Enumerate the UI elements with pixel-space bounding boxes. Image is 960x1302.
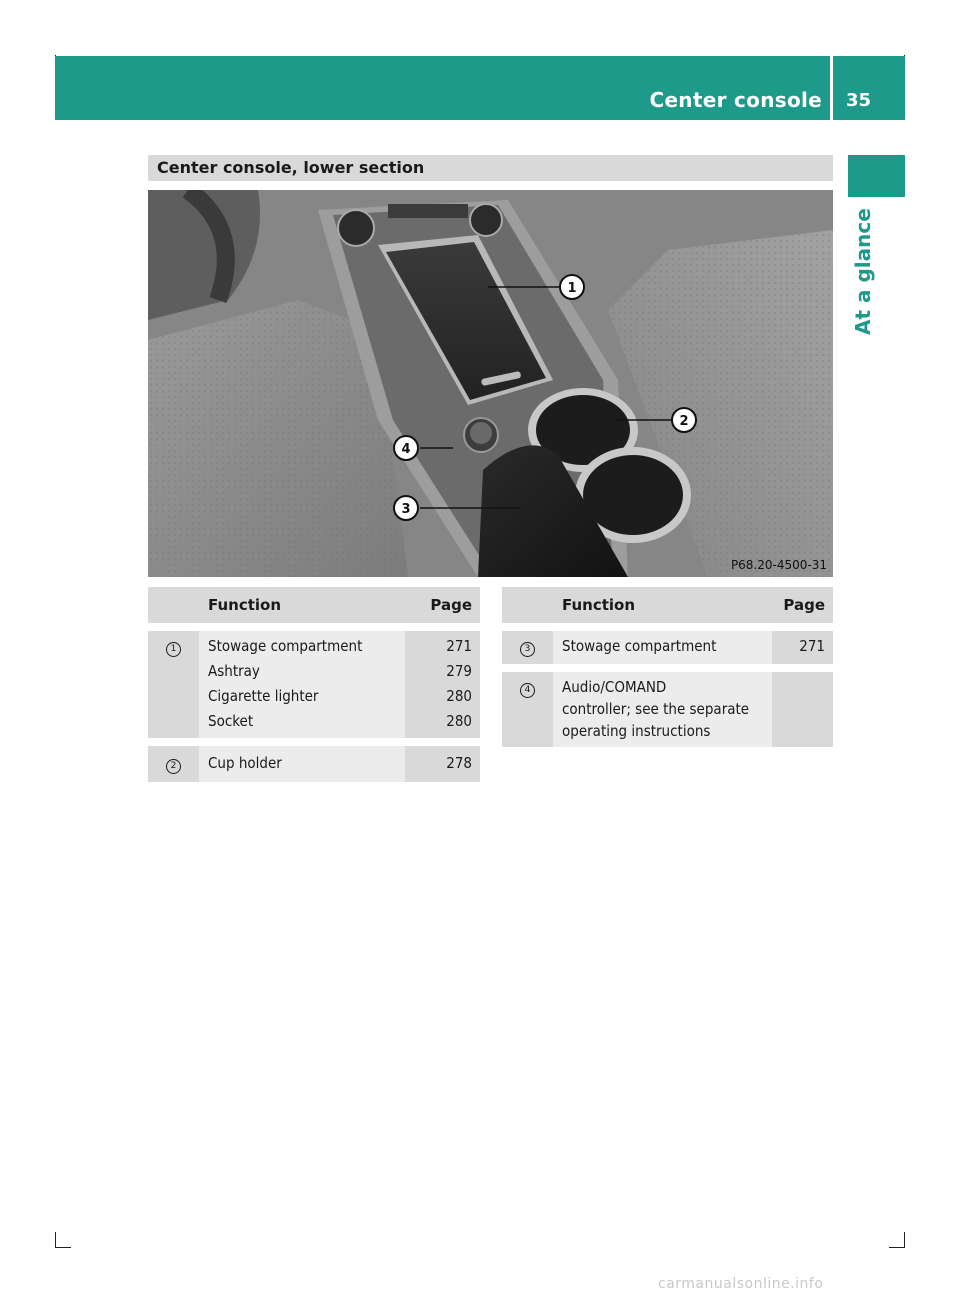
function-cell <box>553 672 772 747</box>
page-number: 35 <box>846 90 872 111</box>
crop-mark-bl-h <box>55 1247 71 1248</box>
page-cell: 280 <box>405 682 480 707</box>
page-title: Center console <box>649 88 822 112</box>
function-line: Audio/COMAND <box>562 678 667 696</box>
section-title: Center console, lower section <box>157 158 425 177</box>
callout-4 <box>394 436 418 460</box>
header-page: Page <box>772 587 833 623</box>
table-row <box>502 631 833 664</box>
header-function: Function <box>553 587 772 623</box>
page-cell: 271 <box>405 631 480 657</box>
section-heading <box>148 155 833 181</box>
row-number <box>502 631 553 664</box>
callout-1-label: 1 <box>567 281 577 296</box>
table-header-row <box>502 587 833 623</box>
photo-illustration <box>148 190 833 577</box>
page-cell <box>772 672 833 747</box>
page-cell: 278 <box>405 746 480 782</box>
table-row <box>502 672 833 747</box>
header-num <box>502 587 553 623</box>
photo-reference-code: P68.20-4500-31 <box>730 558 827 572</box>
function-line: controller; see the separate <box>562 700 750 718</box>
table-row <box>148 746 480 782</box>
table-row <box>148 707 480 738</box>
table-row <box>148 682 480 707</box>
function-cell: Stowage compartment <box>553 631 772 664</box>
header-function: Function <box>199 587 405 623</box>
header-divider <box>830 56 833 120</box>
page-cell: 279 <box>405 657 480 682</box>
page-cell: 271 <box>772 631 833 664</box>
function-cell: Socket <box>199 707 405 738</box>
function-table-left <box>148 587 480 782</box>
chapter-label: At a glance <box>851 208 875 335</box>
function-cell: Stowage compartment <box>199 631 405 657</box>
table-row <box>148 657 480 682</box>
row-number <box>502 672 553 747</box>
function-cell: Ashtray <box>199 657 405 682</box>
crop-mark-br-h <box>889 1247 905 1248</box>
crop-mark-br-v <box>904 1232 905 1248</box>
function-line: operating instructions <box>562 722 711 740</box>
crop-mark-bl-v <box>55 1232 56 1248</box>
table-row <box>148 631 480 657</box>
page-cell: 280 <box>405 707 480 738</box>
header-page: Page <box>405 587 480 623</box>
number-circle: 1 <box>166 642 181 657</box>
function-cell: Cigarette lighter <box>199 682 405 707</box>
center-console-photo <box>148 190 833 577</box>
callout-2 <box>672 408 696 432</box>
number-circle: 4 <box>520 683 535 698</box>
callout-3 <box>394 496 418 520</box>
number-circle: 3 <box>520 642 535 657</box>
callout-4-label: 4 <box>401 442 411 457</box>
footer-watermark: carmanualsonline.info <box>658 1276 824 1292</box>
header-num <box>148 587 199 623</box>
callout-2-label: 2 <box>679 414 689 429</box>
chapter-tab <box>848 155 905 197</box>
function-cell: Cup holder <box>199 746 405 782</box>
function-table-right <box>502 587 833 747</box>
number-circle: 2 <box>166 759 181 774</box>
row-number <box>148 746 199 782</box>
table-header-row <box>148 587 480 623</box>
row-number <box>148 631 199 657</box>
callout-1 <box>560 275 584 299</box>
callout-3-label: 3 <box>401 502 411 517</box>
